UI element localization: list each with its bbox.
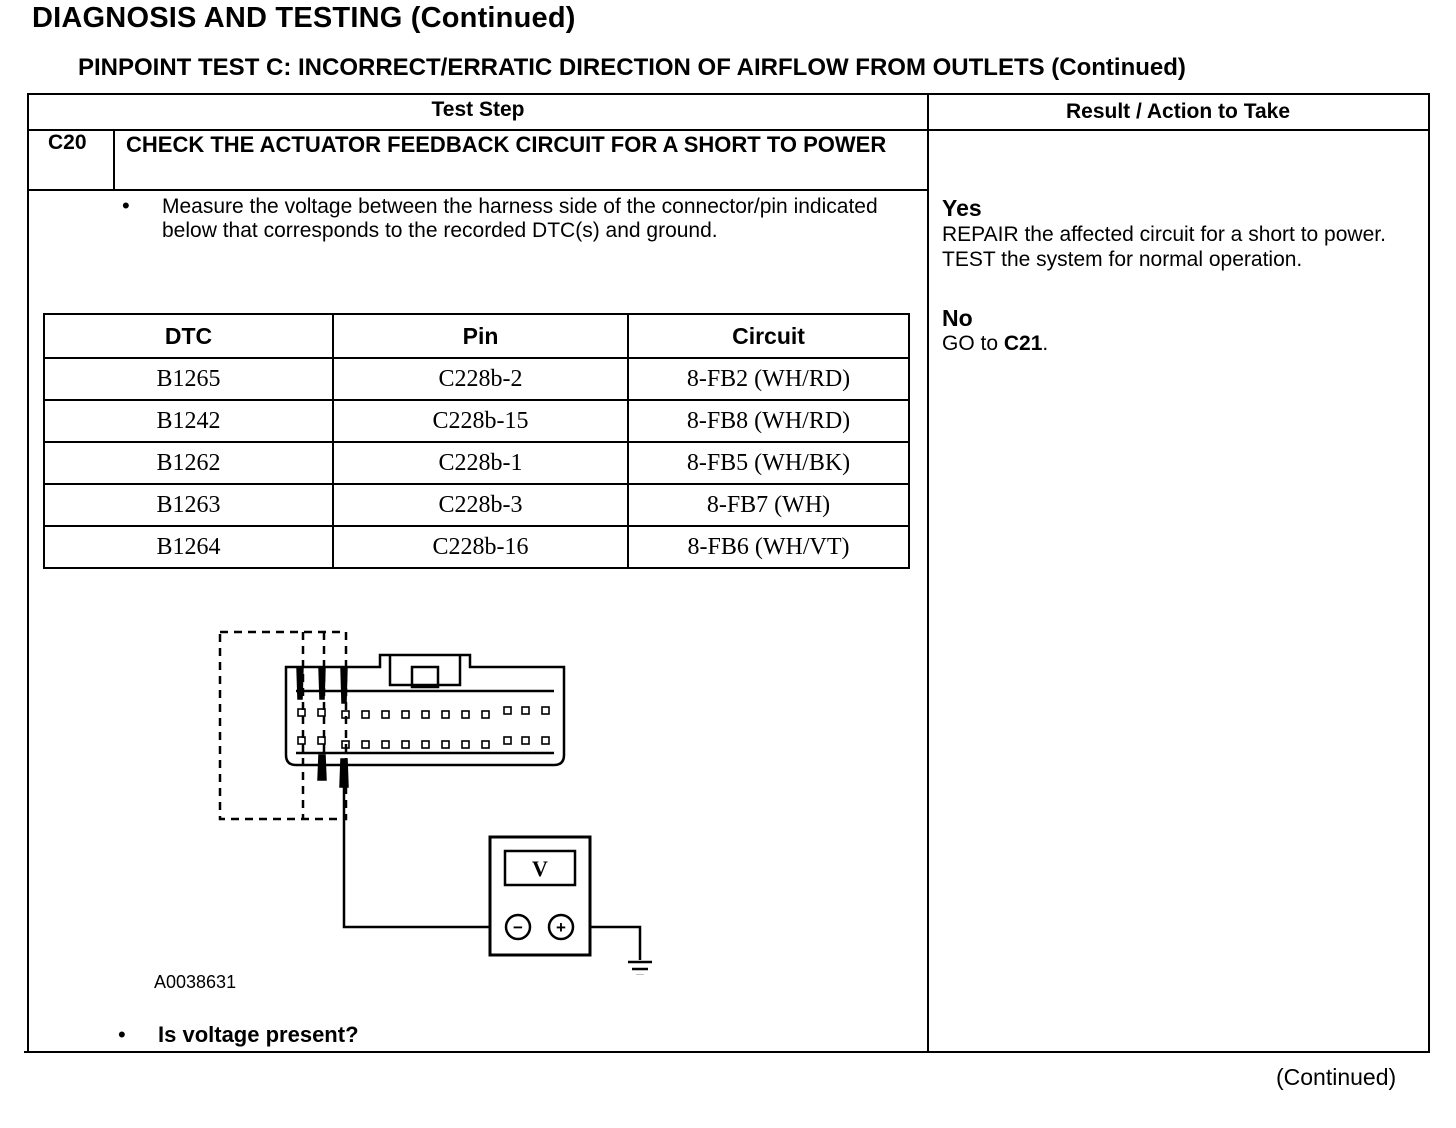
step-heading: CHECK THE ACTUATOR FEEDBACK CIRCUIT FOR A SHORT TO POWER <box>126 132 887 157</box>
circuit-cell: 8-FB7 (WH) <box>628 484 909 526</box>
table-row <box>44 358 909 400</box>
circuit-cell: 8-FB6 (WH/VT) <box>628 526 909 568</box>
table-center-divider <box>927 93 929 1053</box>
no-label: No <box>942 305 973 331</box>
dtc-table-header-row <box>44 314 909 358</box>
dtc-cell: B1265 <box>44 358 333 400</box>
dtc-pin-circuit-table <box>43 313 910 569</box>
pin-cell: C228b-15 <box>333 400 628 442</box>
dtc-cell: B1242 <box>44 400 333 442</box>
pin-cell: C228b-2 <box>333 358 628 400</box>
continued-footer: (Continued) <box>1276 1064 1397 1090</box>
yes-label: Yes <box>942 195 982 221</box>
table-row <box>44 400 909 442</box>
meter-positive-terminal: + <box>556 918 566 937</box>
lower-probe-pins <box>318 755 348 787</box>
no-action-target: C21 <box>1003 332 1043 355</box>
meter-voltage-label: V <box>532 856 548 881</box>
ground-icon <box>628 962 652 975</box>
dashed-probe-boundary <box>220 632 346 819</box>
table-right-border <box>1428 93 1430 1053</box>
dtc-cell: B1262 <box>44 442 333 484</box>
instruction-text: Measure the voltage between the harness side of the connector/pin indicated below that corresponds to the recorded DTC(s) and ground. <box>162 195 878 242</box>
instruction-bullet: • <box>122 193 130 218</box>
question-bullet: • <box>118 1022 126 1047</box>
connector-voltmeter-diagram <box>200 615 670 975</box>
pinpoint-test-subtitle: PINPOINT TEST C: INCORRECT/ERRATIC DIRECTION OF AIRFLOW FROM OUTLETS (Continued) <box>78 54 1186 81</box>
step-heading-divider <box>28 189 928 191</box>
no-action <box>942 332 1048 356</box>
circuit-cell: 8-FB2 (WH/RD) <box>628 358 909 400</box>
circuit-cell: 8-FB8 (WH/RD) <box>628 400 909 442</box>
dtc-cell: B1263 <box>44 484 333 526</box>
pin-cell: C228b-16 <box>333 526 628 568</box>
upper-probe-pins <box>297 667 347 703</box>
step-id: C20 <box>48 131 87 154</box>
page-title: DIAGNOSIS AND TESTING (Continued) <box>32 2 576 34</box>
dtc-cell: B1264 <box>44 526 333 568</box>
table-bottom-border <box>24 1051 1428 1053</box>
table-row <box>44 484 909 526</box>
voltmeter <box>490 837 590 955</box>
step-question: Is voltage present? <box>158 1022 359 1047</box>
no-action-suffix: . <box>1042 332 1049 355</box>
no-action-prefix: GO to <box>942 332 1004 355</box>
yes-action: REPAIR the affected circuit for a short to power. TEST the system for normal operation. <box>942 223 1386 271</box>
connector-pin-cavities <box>298 707 549 748</box>
dtc-column-header: DTC <box>44 314 333 358</box>
table-left-border <box>27 93 29 1053</box>
circuit-column-header: Circuit <box>628 314 909 358</box>
table-header-divider <box>28 129 1430 131</box>
step-id-divider <box>113 129 115 189</box>
pin-cell: C228b-3 <box>333 484 628 526</box>
table-row <box>44 442 909 484</box>
pin-cell: C228b-1 <box>333 442 628 484</box>
table-top-border <box>28 93 1430 95</box>
meter-negative-terminal: − <box>513 918 523 937</box>
figure-code: A0038631 <box>154 972 237 992</box>
table-row <box>44 526 909 568</box>
test-step-column-header: Test Step <box>431 98 525 121</box>
result-column-header: Result / Action to Take <box>1065 100 1291 123</box>
circuit-cell: 8-FB5 (WH/BK) <box>628 442 909 484</box>
pin-column-header: Pin <box>333 314 628 358</box>
